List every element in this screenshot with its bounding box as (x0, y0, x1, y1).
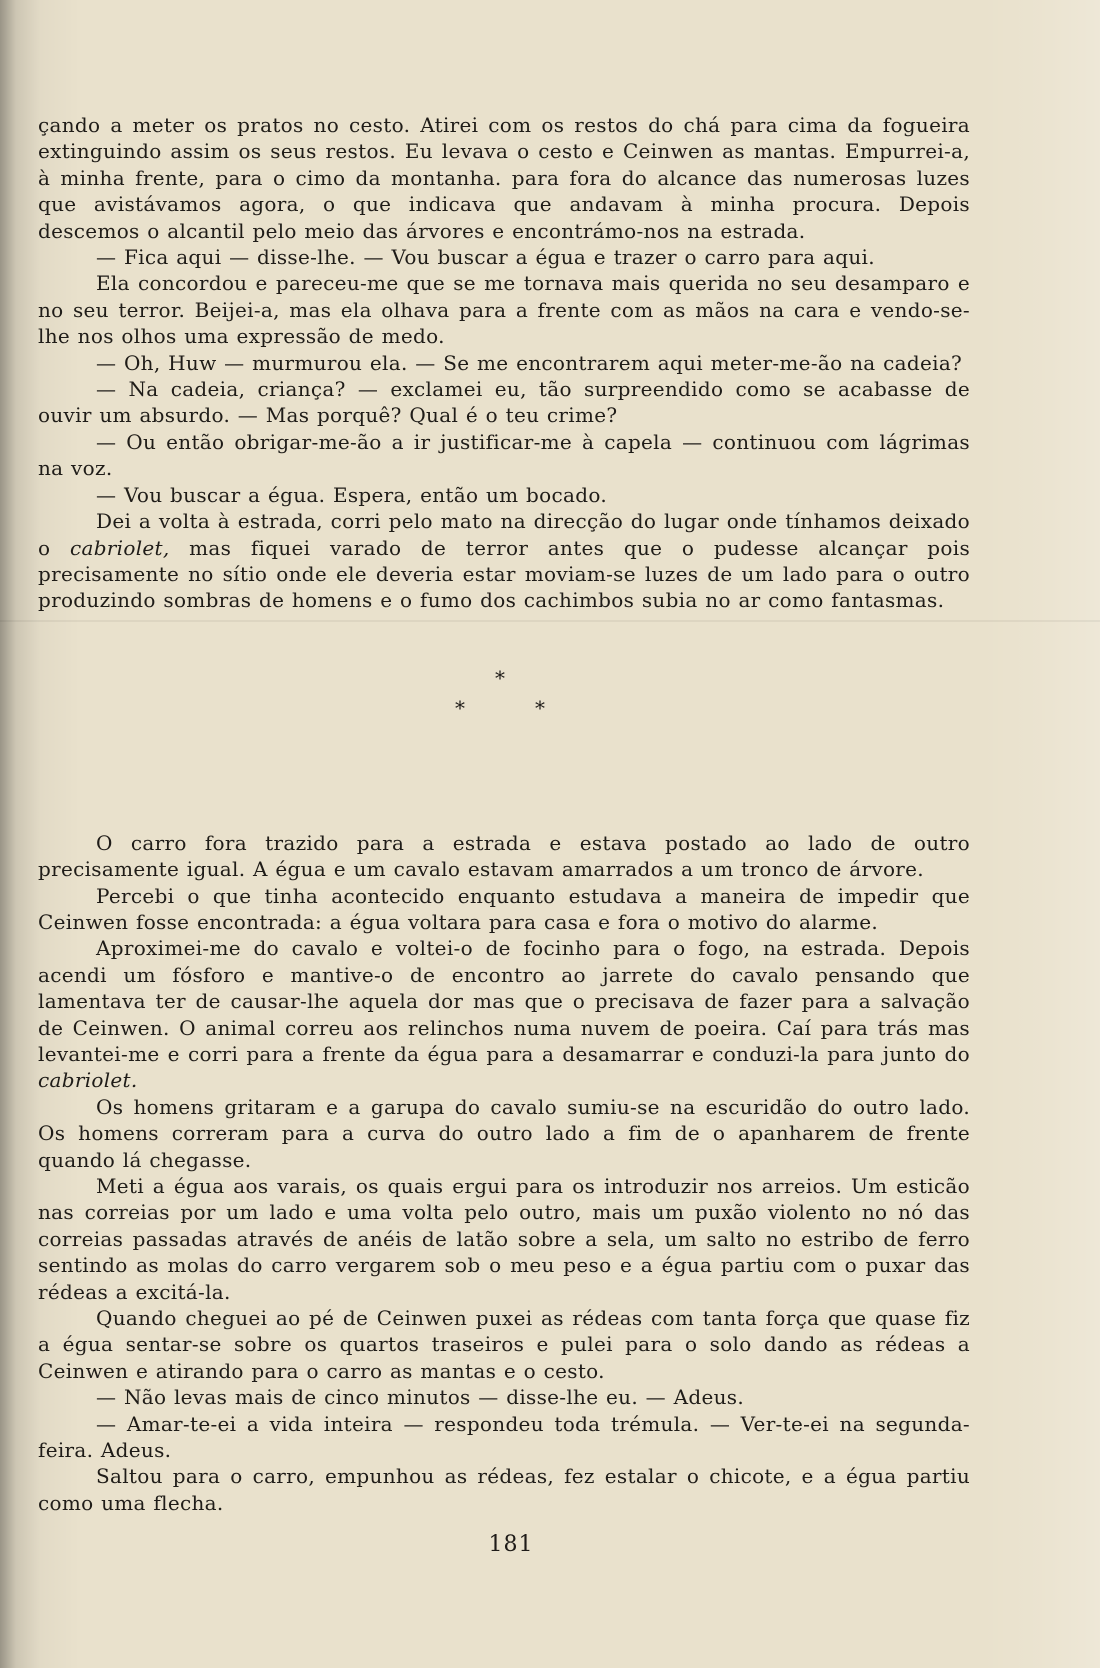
paragraph-text: Aproximei-me do cavalo e voltei-o de focinho para o fogo, na estrada. Depois acendi um fósforo e mantive-o de encontro ao jarrete do cavalo pensando que lamentava ter de causar-lhe aquela dor mas que o precisava de fazer para a salvação de Ceinwen. O animal correu aos relinchos numa nuvem de poeira. Caí para trás mas levantei-me e corri para a frente da égua para a desamarrar e conduzi-la para junto do (38, 936, 970, 1066)
paragraph: Meti a égua aos varais, os quais ergui para os introduzir nos arreios. Um esticão nas correias por um lado e uma volta pelo outro, mais um puxão violento no nó das correias passadas através de anéis de latão sobre a sela, um salto no estribo de ferro sentindo as molas do carro vergarem sob o meu peso e a égua partiu com o puxar das rédeas a excitá-la. (38, 1174, 970, 1304)
paragraph: — Vou buscar a égua. Espera, então um bocado. (96, 482, 607, 507)
italic-word: cabriolet. (38, 1068, 138, 1093)
separator-star: * (535, 695, 545, 720)
paragraph: — Amar-te-ei a vida inteira — respondeu toda trémula. — Ver-te-ei na segunda-feira. Adeus. (38, 1411, 970, 1463)
paragraph: Ela concordou e pareceu-me que se me tornava mais querida no seu desamparo e no seu terror. Beijei-a, mas ela olhava para a frente com as mãos na cara e vendo-se-lhe nos olhos uma expressão de medo. (38, 271, 970, 349)
paragraph: Saltou para o carro, empunhou as rédeas, fez estalar o chicote, e a égua partiu como uma flecha. (38, 1464, 970, 1515)
paragraph: — Fica aqui — disse-lhe. — Vou buscar a égua e trazer o carro para aqui. (96, 245, 875, 270)
paragraph-with-italic (38, 508, 970, 614)
paragraph: — Na cadeia, criança? — exclamei eu, tão surpreendido como se acabasse de ouvir um absurdo. — Mas porquê? Qual é o teu crime? (38, 377, 970, 428)
paragraph: çando a meter os pratos no cesto. Atirei com os restos do chá para cima da fogueira extinguindo assim os seus restos. Eu levava o cesto e Ceinwen as mantas. Empurrei-a, à minha frente, para o cimo da montanha. para fora do alcance das numerosas luzes que avistávamos agora, o que indicava que andavam à minha procura. Depois descemos o alcantil pelo meio das árvores e encontrámo-nos na estrada. (38, 113, 970, 243)
paragraph: — Oh, Huw — murmurou ela. — Se me encontrarem aqui meter-me-ão na cadeia? (96, 350, 963, 375)
section-separator (455, 665, 565, 778)
paragraph: Os homens gritaram e a garupa do cavalo sumiu-se na escuridão do outro lado. Os homens correram para a curva do outro lado a fim de o apanharem de frente quando lá chegasse. (38, 1094, 970, 1172)
paragraph: Quando cheguei ao pé de Ceinwen puxei as rédeas com tanta força que quase fiz a égua sentar-se sobre os quartos traseiros e pulei para o solo dando as rédeas a Ceinwen e atirando para o carro as mantas e o cesto. (38, 1306, 970, 1383)
paragraph: O carro fora trazido para a estrada e estava postado ao lado de outro precisamente igual. A égua e um cavalo estavam amarrados a um tronco de árvore. (38, 830, 970, 882)
separator-star: * (455, 695, 465, 720)
paragraph-with-italic (38, 935, 970, 1093)
main-text-bottom (38, 830, 970, 1517)
paragraph-text: mas fiquei varado de terror antes que o pudesse alcançar pois precisamente no sítio onde ele deveria estar moviam-se luzes de um lado para o outro produzindo sombras de homens e o fumo dos cachimbos subia no ar como fantasmas. (38, 535, 971, 613)
paragraph: — Ou então obrigar-me-ão a ir justificar-me à capela — continuou com lágrimas na voz. (38, 429, 970, 481)
paragraph: Percebi o que tinha acontecido enquanto estudava a maneira de impedir que Ceinwen fosse encontrada: a égua voltara para casa e fora o motivo do alarme. (38, 883, 970, 934)
paragraph-text: Dei a volta à estrada, corri pelo mato na direcção do lugar onde tínhamos deixado o (38, 509, 970, 560)
italic-word: cabriolet, (69, 535, 170, 560)
main-text-top (38, 112, 970, 614)
separator-star: * (495, 665, 505, 690)
page-number: 181 (488, 1532, 534, 1557)
page-shadow-line (0, 620, 1100, 622)
paragraph: — Não levas mais de cinco minutos — disse-lhe eu. — Adeus. (96, 1385, 744, 1410)
